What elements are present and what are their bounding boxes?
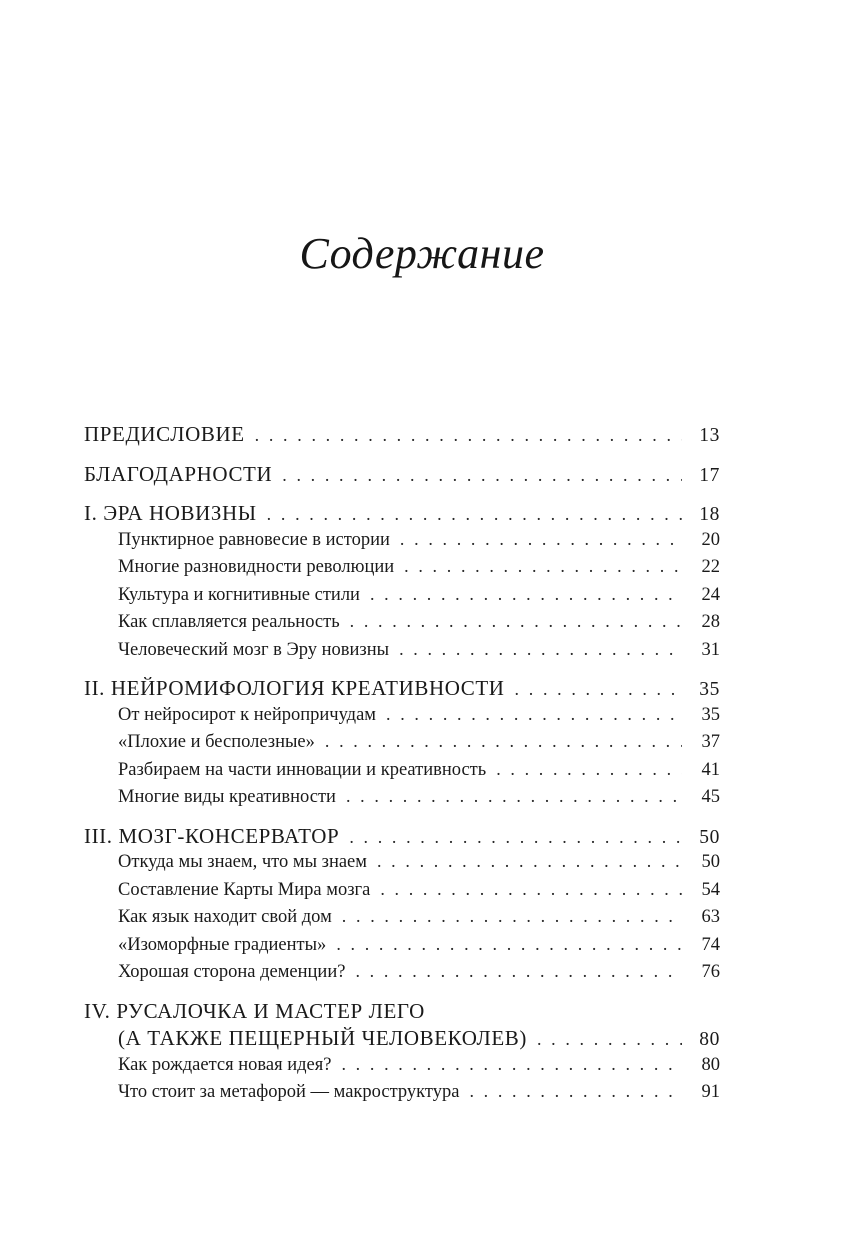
dot-leader [469, 1081, 682, 1102]
toc-page-number: 63 [701, 907, 720, 927]
dot-leader [349, 827, 682, 848]
dot-leader [400, 529, 682, 550]
toc-section[interactable] [84, 556, 720, 584]
toc-page-number: 22 [701, 557, 720, 577]
toc-section[interactable] [84, 961, 720, 989]
toc-page-number: 45 [701, 787, 720, 807]
toc-section-label: Человеческий мозг в Эру новизны [118, 639, 390, 660]
toc-section[interactable] [84, 611, 720, 639]
toc-page-number: 35 [701, 704, 720, 725]
dot-leader [537, 1029, 682, 1050]
toc-section[interactable] [84, 879, 720, 907]
toc-section-label: Культура и когнитивные стили [118, 584, 360, 605]
toc-chapter-1[interactable] [84, 501, 720, 529]
toc-page-number: 28 [701, 612, 720, 632]
toc-page-number: 50 [699, 826, 720, 848]
dot-leader [336, 934, 682, 955]
toc-page-number: 54 [701, 879, 720, 900]
toc-page-number: 31 [701, 639, 720, 660]
toc-section-label: Как язык находит свой дом [118, 907, 332, 927]
page-title: Содержание [299, 229, 545, 278]
dot-leader [380, 879, 682, 900]
toc-section-label: Как сплавляется реальность [118, 612, 340, 632]
toc-chapter-4-line2[interactable] [84, 1026, 720, 1054]
toc-section-label: Разбираем на части инновации и креативность [118, 759, 487, 780]
toc-section[interactable] [84, 584, 720, 612]
dot-leader [346, 786, 682, 807]
toc-page-number: 18 [699, 504, 720, 525]
toc-section[interactable] [84, 934, 720, 962]
toc-chapter-4-line1[interactable] [84, 999, 720, 1027]
toc-section-label: «Изоморфные градиенты» [118, 934, 327, 955]
dot-leader [342, 906, 682, 927]
toc-section[interactable] [84, 851, 720, 879]
toc-section[interactable] [84, 639, 720, 667]
toc-entry-label: II. НЕЙРОМИФОЛОГИЯ КРЕАТИВНОСТИ [84, 676, 505, 700]
toc-page-number: 74 [701, 934, 720, 955]
toc-entry-label: (А ТАКЖЕ ПЕЩЕРНЫЙ ЧЕЛОВЕКОЛЕВ) [118, 1026, 527, 1050]
toc-page-number: 80 [701, 1054, 720, 1075]
dot-leader [282, 465, 682, 486]
dot-leader [370, 584, 682, 605]
toc-section-label: «Плохие и бесполезные» [118, 732, 315, 752]
toc-section-label: От нейросирот к нейропричудам [118, 704, 377, 725]
toc-section[interactable] [84, 786, 720, 814]
dot-leader [341, 1054, 682, 1075]
toc-section[interactable] [84, 731, 720, 759]
dot-leader [325, 731, 682, 752]
toc-section[interactable] [84, 1081, 720, 1109]
toc-chapter-3[interactable] [84, 824, 720, 852]
dot-leader [350, 611, 682, 632]
toc-section[interactable] [84, 704, 720, 732]
toc-page-number: 50 [701, 852, 720, 872]
toc-entry-preface[interactable] [84, 422, 720, 450]
toc-entry-label: IV. РУСАЛОЧКА И МАСТЕР ЛЕГО [84, 998, 425, 1023]
toc-section-label: Откуда мы знаем, что мы знаем [118, 852, 367, 872]
toc-section[interactable] [84, 906, 720, 934]
dot-leader [404, 556, 682, 577]
toc-entry-label: III. МОЗГ-КОНСЕРВАТОР [84, 823, 340, 848]
toc-page-number: 13 [699, 425, 720, 446]
dot-leader [496, 759, 682, 780]
toc-section-label: Как рождается новая идея? [118, 1054, 332, 1075]
toc-chapter-2[interactable] [84, 676, 720, 704]
dot-leader [255, 425, 682, 446]
toc-section[interactable] [84, 759, 720, 787]
toc-section-label: Хорошая сторона деменции? [118, 962, 346, 982]
table-of-contents [84, 422, 720, 1109]
toc-entry-label: I. ЭРА НОВИЗНЫ [84, 501, 257, 525]
toc-page-number: 24 [701, 584, 720, 605]
toc-page-number: 41 [701, 759, 720, 780]
toc-entry-label: ПРЕДИСЛОВИЕ [84, 422, 245, 446]
dot-leader [399, 639, 682, 660]
dot-leader [267, 504, 682, 525]
toc-section[interactable] [84, 1054, 720, 1082]
dot-leader [386, 704, 682, 725]
dot-leader [377, 851, 682, 872]
toc-page-number: 35 [699, 679, 720, 700]
dot-leader [355, 961, 682, 982]
toc-section-label: Составление Карты Мира мозга [118, 879, 371, 900]
toc-entry-thanks[interactable] [84, 462, 720, 490]
toc-section-label: Многие виды креативности [118, 787, 336, 807]
toc-section-label: Пунктирное равновесие в истории [118, 529, 390, 550]
dot-leader [515, 679, 682, 700]
toc-page-number: 80 [699, 1029, 720, 1050]
toc-page-number: 20 [701, 529, 720, 550]
toc-section-label: Что стоит за метафорой — макроструктура [118, 1082, 460, 1102]
toc-section[interactable] [84, 529, 720, 557]
toc-page-number: 76 [701, 962, 720, 982]
toc-page-number: 17 [699, 464, 720, 486]
toc-section-label: Многие разновидности революции [118, 557, 395, 577]
toc-page-number: 91 [701, 1082, 720, 1102]
toc-entry-label: БЛАГОДАРНОСТИ [84, 461, 273, 486]
toc-page-number: 37 [701, 732, 720, 752]
